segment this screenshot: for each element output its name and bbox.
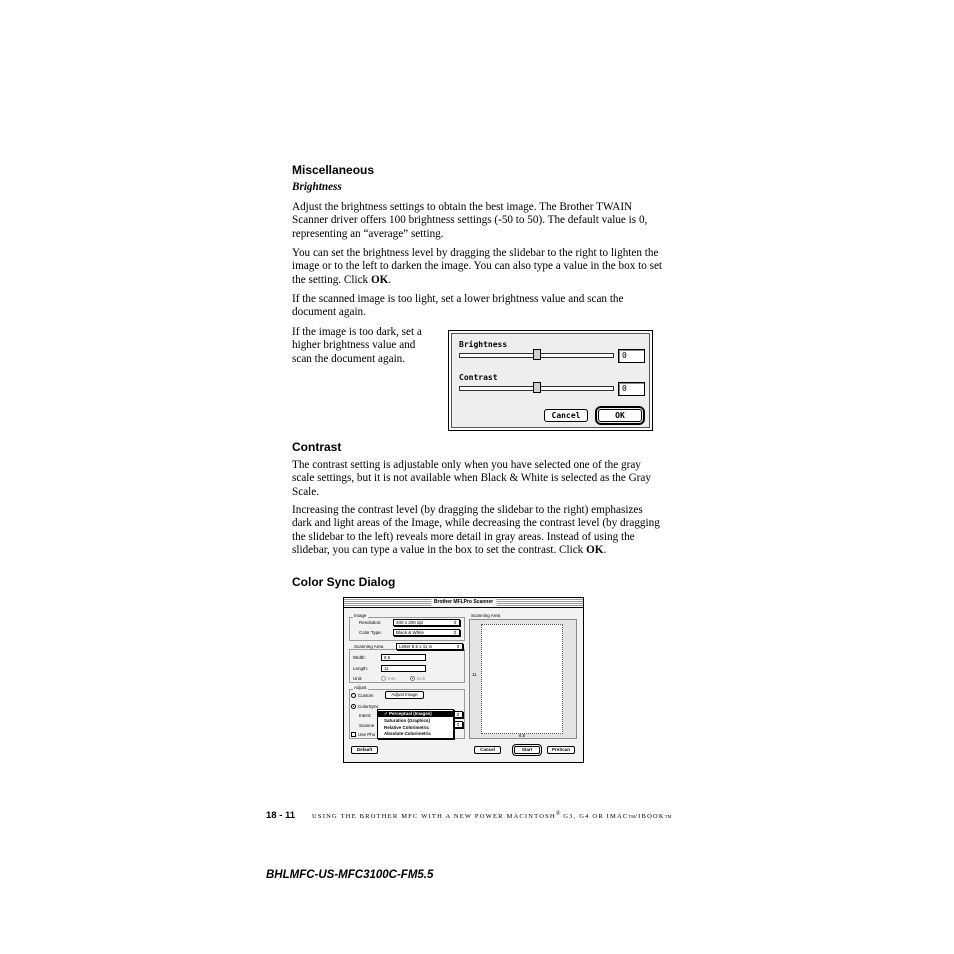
brightness-label: Brightness [459,340,508,349]
contrast-label: Contrast [459,373,498,382]
cancel-button[interactable]: Cancel [544,409,588,422]
brightness-value-input[interactable]: 0 [618,349,645,363]
use-profile-checkbox[interactable] [351,732,356,737]
updown-arrows-icon: ⇕ [456,712,460,717]
prescan-button[interactable]: PreScan [547,746,575,754]
paragraph-text: Increasing the contrast level (by dragging the slidebar to the right) emphasizes dark and light areas of the Image, while decreasing the contrast level (by dragging the slidebar to the left) reveals more detail in gray areas. Instead of using the slidebar, you can type a value in the box to set the contrast. Click [292,504,660,556]
brightness-slider-thumb[interactable] [533,349,541,360]
subheading-brightness: Brightness [292,181,342,193]
paragraph-contrast-usage [292,504,664,557]
scanning-area-value: Letter 8.5 x 11 in [399,644,433,649]
paragraph-too-dark: If the image is too dark, set a higher brightness value and scan the document again. [292,326,422,365]
ok-emphasis: OK [370,273,389,286]
adjust-group-label: Adjust [354,685,367,690]
contrast-slider-thumb[interactable] [533,382,541,393]
unit-label: Unit: [353,676,363,681]
dialog-title: Brother MFLPro Scanner [431,598,496,607]
ok-button[interactable]: OK [598,409,642,422]
paragraph-text-end: . [603,543,607,556]
start-button[interactable]: Start [514,746,540,754]
updown-arrows-icon: ⇕ [453,620,457,625]
color-type-value: Black & White [396,630,425,635]
unit-mm-label: mm [388,676,396,681]
trademark-mark: TM [664,814,672,820]
brightness-contrast-dialog [448,330,653,431]
paragraph-text: You can set the brightness level by dragging the slidebar to the right to lighten the image or to the left to darken the image. You can also type a value in the box to set the setting. Click [292,247,663,286]
trademark-mark: TM [628,814,636,820]
updown-arrows-icon: ⇕ [453,630,457,635]
preview-side-dimension: 11 [472,672,477,677]
scanning-area-label: Scanning Area [354,644,384,649]
preview-bottom-dimension: 8.5 [519,733,526,738]
colorsync-radio[interactable] [351,704,356,709]
paragraph-too-light: If the scanned image is too light, set a lower brightness value and scan the document again. [292,293,624,319]
updown-arrows-icon: ⇕ [456,722,460,727]
section-heading-color-sync: Color Sync Dialog [292,575,396,589]
section-heading-miscellaneous: Miscellaneous [292,163,375,177]
intent-option-perceptual[interactable]: ✓ Perceptual (Images) [378,711,453,717]
paragraph-brightness-slider [292,247,664,287]
updown-arrows-icon: ⇕ [456,644,460,649]
registered-mark: ® [555,811,561,817]
ok-emphasis: OK [586,543,604,556]
intent-label: Intent: [359,713,372,718]
custom-radio[interactable] [351,693,356,698]
running-text-part: G3, G4 OR IMAC [560,813,629,821]
resolution-label: Resolution: [359,620,382,625]
running-footer [312,811,672,820]
color-type-select[interactable] [393,629,460,636]
adjust-image-button[interactable]: Adjust Image [385,691,424,699]
default-button[interactable]: Default [351,746,378,754]
paragraph-text-end: . [388,273,392,286]
use-profile-label: Use Pho [358,732,376,737]
width-input[interactable]: 8.5 [381,654,426,661]
custom-label: Custom [358,693,374,698]
resolution-select[interactable] [393,619,460,626]
unit-inch-radio[interactable] [410,676,415,681]
paragraph-contrast-availability: The contrast setting is adjustable only when you have selected one of the gray scale settings, but it is not available when Black & White is selected as the Gray Scale. [292,459,651,498]
section-heading-contrast: Contrast [292,440,342,454]
unit-inch-label: inch [417,676,426,681]
unit-mm-radio[interactable] [381,676,386,681]
intent-dropdown-menu [377,709,454,739]
paragraph-brightness-intro: Adjust the brightness settings to obtain the best image. The Brother TWAIN Scanner driver offers 100 brightness settings (-50 to 50). The default value is 0, representing an “average” setting. [292,201,648,240]
colorsync-label: ColorSync [358,704,379,709]
width-label: Width: [353,655,366,660]
scanning-area-select[interactable] [396,643,463,650]
image-group-label: Image [354,613,367,618]
scanner-cancel-button[interactable]: Cancel [474,746,501,754]
scanning-preview-area[interactable] [469,619,577,739]
document-code: BHLMFC-US-MFC3100C-FM5.5 [266,869,434,881]
contrast-value-input[interactable]: 0 [618,382,645,396]
length-label: Length: [353,666,369,671]
running-text-part: USING THE BROTHER MFC WITH A NEW POWER MACINTOSH [312,813,556,821]
page-number: 18 - 11 [266,810,296,821]
running-text-part: /IBOOK [635,813,665,821]
dialog-body [451,333,650,428]
scanner-profile-label: Scanne [359,723,375,728]
intent-option-relative[interactable]: Relative Colorimetric [384,725,430,730]
resolution-value: 200 x 200 dpi [396,620,424,625]
preview-title: Scanning Area [471,613,501,618]
intent-option-saturation[interactable]: Saturation (Graphics) [384,718,431,723]
length-input[interactable]: 11 [381,665,426,672]
intent-option-absolute[interactable]: Absolute Colorimetric [384,731,432,736]
color-type-label: Color Type: [359,630,382,635]
dialog-title-bar[interactable] [344,598,583,608]
intent-option-label: Perceptual (Images) [389,711,432,716]
preview-page [481,624,563,734]
